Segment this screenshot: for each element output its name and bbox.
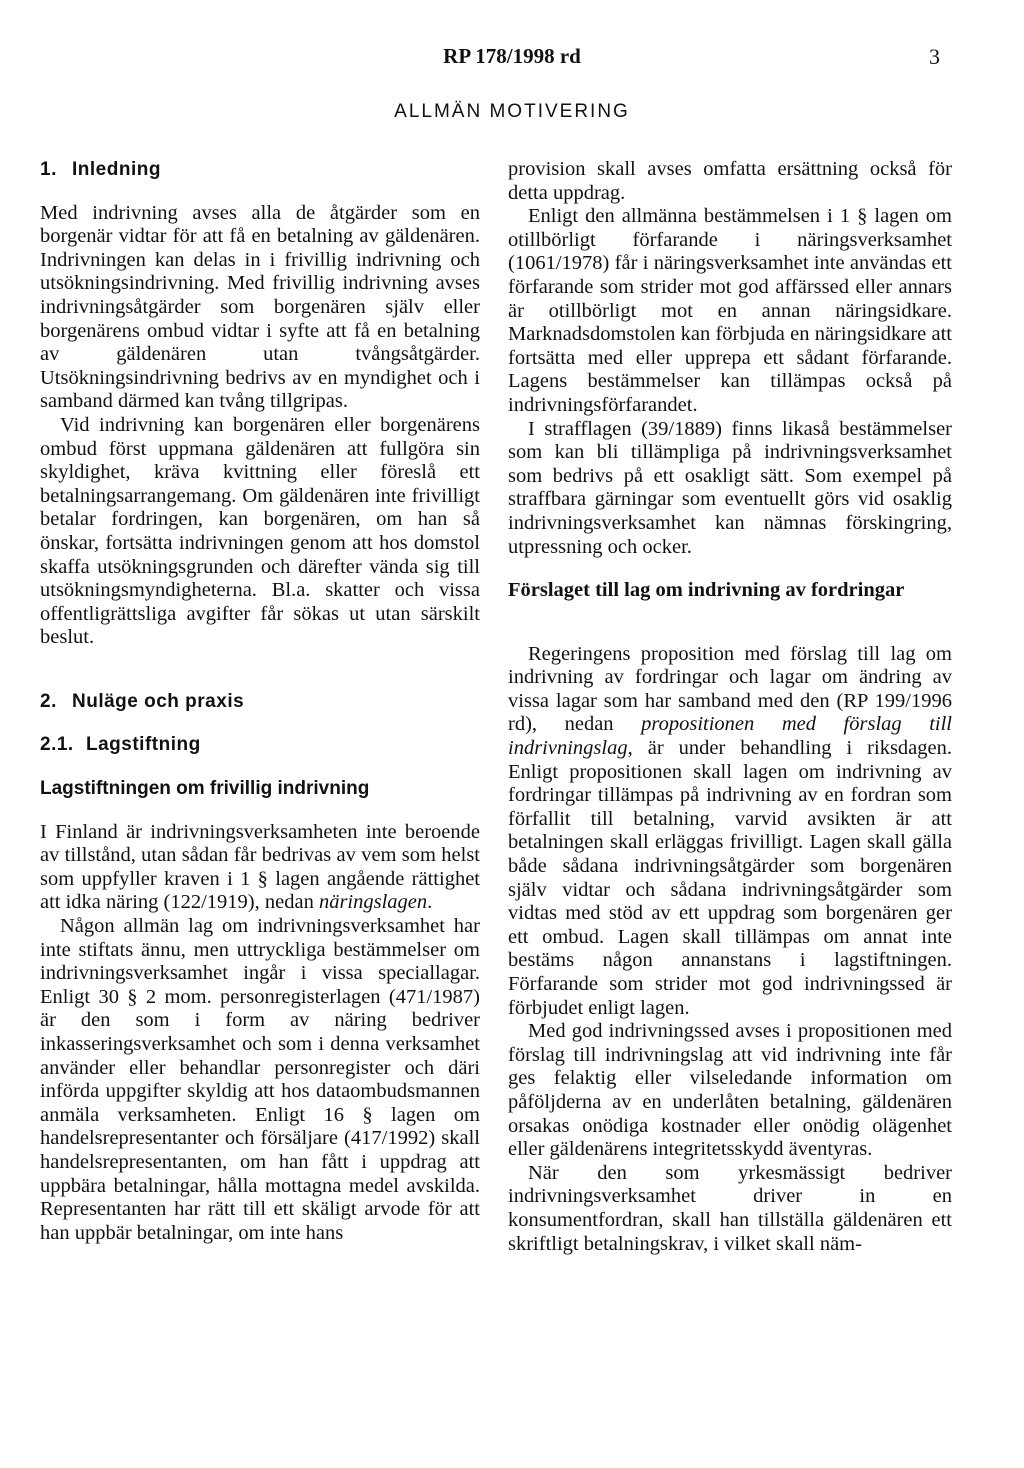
paragraph-speciallagar: Någon allmän lag om indrivningsverksamhet har inte stiftats ännu, men uttryckliga bestämmelser om indrivningsverksamhet ingår i vissa speciallagar. Enligt 30 § 2 mom. personregisterlagen (471/1987) är den som i form av näring bedriver inkasseringsverksamhet och som i denna verksamhet använder eller behandlar personregister och däri införda uppgifter skyldig att hos dataombudsmannen anmäla verksamheten. Enligt 16 § lagen om handelsrepresentanter och försäljare (417/1992) skall handelsrepresentanten, om han fått i uppdrag att uppbära betalningar, hålla mottagna medel avskilda. Representanten har rätt till ett skäligt arvode för att han uppbär betalningar, om inte hans <box>40 915 480 1244</box>
paragraph-otillborligt-forfarande: Enligt den allmänna bestämmelsen i 1 § lagen om otillbörligt förfarande i näringsverksamhet (1061/1978) får i näringsverksamhet inte användas ett förfarande som strider mot god affärssed eller annars är otillbörligt mot en annan näringsidkare. Marknadsdomstolen kan förbjuda en näringsidkare att fortsätta med eller upprepa ett sådant förfarande. Lagens bestämmelser kan tillämpas också på indrivningsförfarandet. <box>508 205 952 416</box>
paragraph-god-indrivningssed: Med god indrivningssed avses i propositionen med förslag till indrivningslag att vid indrivning inte får ges felaktig eller vilseledande information om påföljderna av en underlåten betalning, gäldenären orsakas onödiga kostnader eller onödig olägenhet eller gäldenärens integritetsskydd äventyras. <box>508 1020 952 1161</box>
paragraph-propositionen <box>508 643 952 1021</box>
page-header <box>0 44 1024 74</box>
text-run: . <box>427 891 433 914</box>
left-column <box>40 158 480 1245</box>
paragraph-inledning-2: Vid indrivning kan borgenären eller borgenärens ombud först uppmana gäldenären att fullgöra sin skyldighet, kräva kvittning eller föreslå ett betalningsarrangemang. Om gäldenären inte frivilligt betalar fordringen, kan borgenären, om han så önskar, fortsätta indrivningen genom att hos domstol skaffa utsökningsgrunden och därefter vända sig till utsökningsmyndigheterna. Bl.a. skatter och vissa offentligrättsliga avgifter får sökas ut utan särskilt beslut. <box>40 413 480 649</box>
page-number: 3 <box>929 44 940 69</box>
emphasis-naringslagen: näringslagen <box>318 891 428 914</box>
paragraph-inledning-1: Med indrivning avses alla de åtgärder som en borgenär vidtar för att få en betalning av gäldenären. Indrivningen kan delas in i frivillig indrivning och utsökningsindrivning. Med frivillig indrivning avses indrivningsåtgärder som borgenären själv eller borgenärens ombud vidtar i syfte att få en betalning av gäldenären utan tvångsåtgärder. Utsökningsindrivning bedrivs av en myndighet och i samband därmed kan tvång tillgripas. <box>40 201 480 413</box>
paragraph-strafflagen: I strafflagen (39/1889) finns likaså bestämmelser som kan bli tillämpliga på indrivningsverksamhet som bedrivs på ett osakligt sätt. Som exempel på straffbara gärningar som eventuellt görs vid osaklig indrivningsverksamhet kan nämnas förskingring, utpressning och ocker. <box>508 417 952 558</box>
section-2-1-heading <box>40 733 480 757</box>
section-2-heading <box>40 690 480 714</box>
section-2-1-title: Lagstiftning <box>86 734 201 756</box>
section-2-1-number: 2.1. <box>40 734 74 756</box>
main-heading: ALLMÄN MOTIVERING <box>394 101 630 122</box>
text-run: I Finland är indrivningsverksamheten inte beroende av tillstånd, utan sådan får bedrivas av vem som helst som uppfyller kraven i 1 § lagen angående rättighet att idka näring (122/1919), nedan <box>40 820 480 914</box>
section-2-title: Nuläge och praxis <box>72 690 245 712</box>
section-1-heading <box>40 158 480 182</box>
paragraph-tillstand <box>40 821 480 915</box>
subheading-forslaget: Förslaget till lag om indrivning av fordringar <box>508 579 905 602</box>
paragraph-konsumentfordran: När den som yrkesmässigt bedriver indrivningsverksamhet driver in en konsumentfordran, skall han tillställa gäldenären ett skriftligt betalningskrav, i vilket skall näm- <box>508 1161 952 1255</box>
text-run: Regeringens proposition med förslag till lag om indrivning av fordringar och lagar om ändring av vissa lagar som har samband med den (RP 199/1996 rd), nedan <box>508 642 952 736</box>
right-column <box>508 158 952 1256</box>
paragraph-provision: provision skall avses omfatta ersättning också för detta uppdrag. <box>508 158 952 204</box>
document-id: RP 178/1998 rd <box>443 44 581 68</box>
emphasis-propositionen: propositionen med förslag till indrivningslag <box>508 713 952 760</box>
section-1-title: Inledning <box>72 159 161 180</box>
section-2-number: 2. <box>40 690 57 712</box>
subheading-frivillig-indrivning: Lagstiftningen om frivillig indrivning <box>40 778 370 800</box>
section-1-number: 1. <box>40 159 57 180</box>
text-run: , är under behandling i riksdagen. Enligt propositionen skall lagen om indrivning av fordringar tillämpas på indrivning av en fordran som förfallit till betalning, varvid avsikten är att betalningen skall erläggas frivilligt. Lagen skall gälla både sådana indrivningsåtgärder som borgenären själv vidtar och sådana indrivningsåtgärder som vidtas med stöd av ett uppdrag som borgenären ger ett ombud. Lagen skall tillämpas om annat inte bestäms någon annanstans i lagstiftningen. Förfarande som strider mot god indrivningssed är förbjudet enligt lagen. <box>508 737 952 1019</box>
